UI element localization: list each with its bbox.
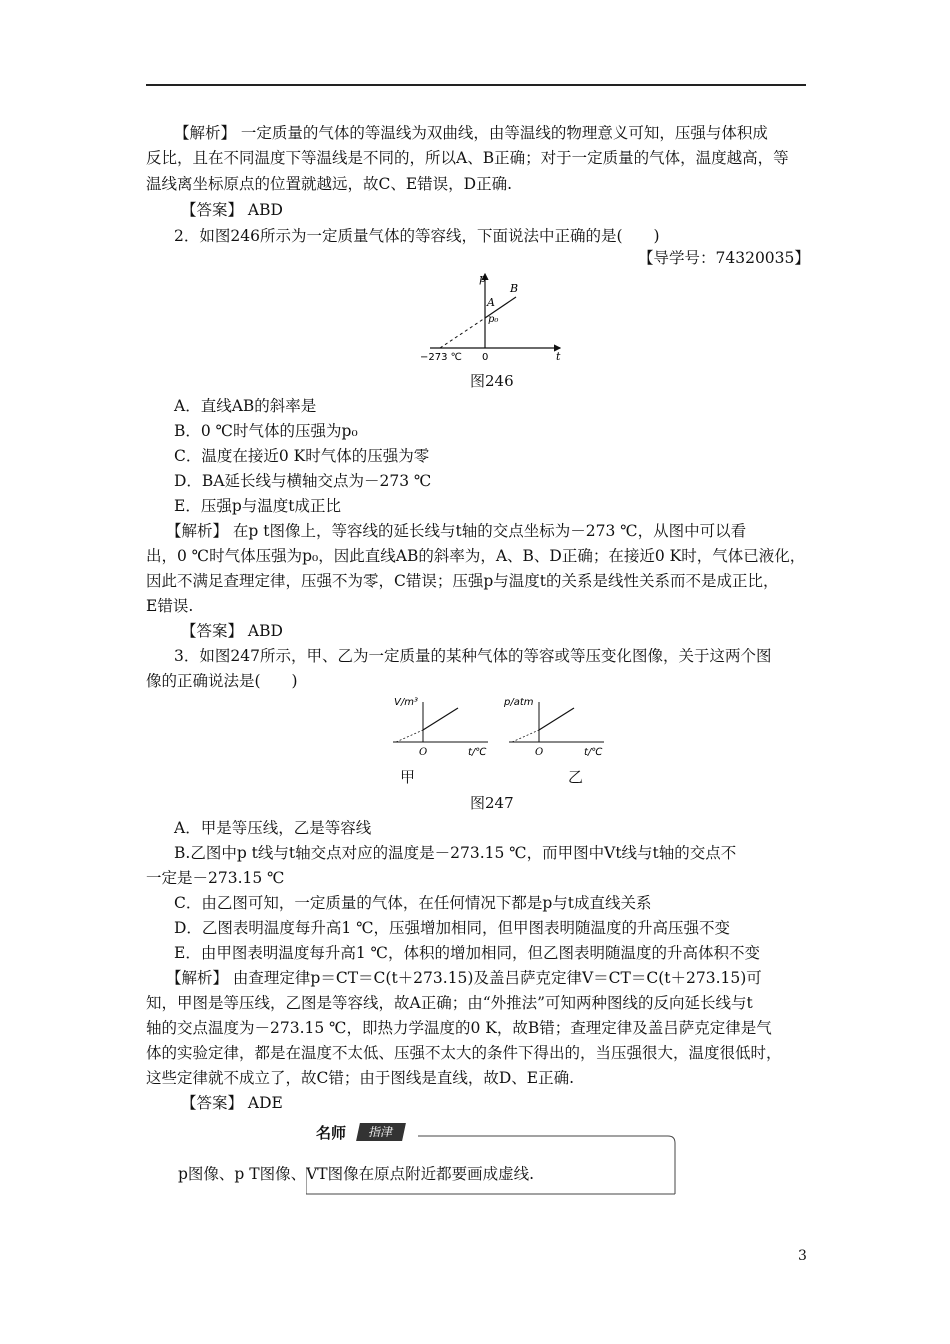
- text-line: 温线离坐标原点的位置就越远，故C、E错误，D正确.: [146, 175, 513, 193]
- text-line: 【导学号：74320035】: [638, 249, 810, 267]
- text-line: E错误.: [146, 597, 194, 615]
- text-line: 因此不满足查理定律，压强不为零，C错误；压强p与温度t的关系是线性关系而不是成正比，: [146, 572, 779, 590]
- text-line: 【解析】 一定质量的气体的等温线为双曲线，由等温线的物理意义可知，压强与体积成: [174, 124, 768, 142]
- text-line: C．由乙图可知，一定质量的气体，在任何情况下都是p与t成直线关系: [174, 894, 652, 912]
- text-line: A．直线AB的斜率是: [174, 397, 317, 415]
- figure-247-right: [504, 694, 614, 760]
- origin-label: 0: [482, 352, 489, 363]
- origin-label: O: [419, 747, 428, 758]
- neg273-label: −273 ℃: [420, 352, 462, 363]
- text-line: 【答案】 ADE: [181, 1094, 283, 1112]
- text-line: A．甲是等压线，乙是等容线: [174, 819, 372, 837]
- text-line: E．由甲图表明温度每升高1 ℃，体积的增加相同，但乙图表明随温度的升高体积不变: [174, 944, 760, 962]
- text-line: 体的实验定律，都是在温度不太低、压强不太大的条件下得出的，当压强很大，温度很低时，: [146, 1044, 782, 1062]
- text-line: p图像、p T图像、VT图像在原点附近都要画成虚线.: [178, 1165, 535, 1183]
- text-line: 知，甲图是等压线，乙图是等容线，故A正确；由“外推法”可知两种图线的反向延长线与t: [146, 994, 753, 1012]
- origin-label: O: [535, 747, 544, 758]
- figure-246-caption: 图246: [470, 372, 514, 390]
- p-axis-label: p: [479, 272, 487, 285]
- page-number: 3: [798, 1248, 807, 1264]
- t-axis-label: t/℃: [584, 747, 603, 758]
- text-line: 【答案】 ABD: [181, 201, 283, 219]
- figure-247-left-name: 甲: [400, 768, 416, 786]
- tip-label: 名师: [316, 1124, 347, 1142]
- figure-247-right-name: 乙: [568, 768, 584, 786]
- text-line: 像的正确说法是( ): [146, 672, 298, 690]
- t-axis-label: t: [556, 350, 561, 363]
- text-line: B．0 ℃时气体的压强为p₀: [174, 422, 358, 440]
- text-line: 这些定律就不成立了，故C错；由于图线是直线，故D、E正确.: [146, 1069, 575, 1087]
- text-line: D．BA延长线与横轴交点为－273 ℃: [174, 472, 432, 490]
- text-line: 【解析】 在p t图像上，等容线的延长线与t轴的交点坐标为－273 ℃，从图中可以看: [166, 522, 747, 540]
- tip-badge: 指津: [356, 1123, 406, 1141]
- figure-246: [420, 270, 570, 365]
- text-line: C．温度在接近0 K时气体的压强为零: [174, 447, 430, 465]
- v-axis-label: V/m³: [394, 697, 418, 708]
- p-axis-label: p/atm: [504, 697, 534, 708]
- point-a-label: A: [487, 296, 495, 309]
- text-line: 【解析】 由查理定律p＝CT＝C(t＋273.15)及盖吕萨克定律V＝CT＝C(t＋273.15)可: [166, 969, 762, 987]
- text-line: 一定是－273.15 ℃: [146, 869, 285, 887]
- text-line: 2．如图246所示为一定质量气体的等容线，下面说法中正确的是( ): [174, 227, 660, 245]
- t-axis-label: t/℃: [468, 747, 487, 758]
- p0-label: p₀: [488, 314, 499, 325]
- point-b-label: B: [510, 282, 519, 295]
- text-line: 轴的交点温度为－273.15 ℃，即热力学温度的0 K，故B错；查理定律及盖吕萨克定律是气: [146, 1019, 772, 1037]
- text-line: D．乙图表明温度每升高1 ℃，压强增加相同，但甲图表明随温度的升高压强不变: [174, 919, 731, 937]
- figure-247-left: [388, 694, 498, 760]
- text-line: B.乙图中p t线与t轴交点对应的温度是－273.15 ℃，而甲图中Vt线与t轴的交点不: [174, 844, 737, 862]
- text-line: 3．如图247所示，甲、乙为一定质量的某种气体的等容或等压变化图像，关于这两个图: [174, 647, 772, 665]
- figure-247-caption: 图247: [470, 794, 514, 812]
- text-line: 反比，且在不同温度下等温线是不同的，所以A、B正确；对于一定质量的气体，温度越高，等: [146, 149, 789, 167]
- header-rule: [146, 84, 806, 86]
- text-line: E．压强p与温度t成正比: [174, 497, 341, 515]
- text-line: 出，0 ℃时气体压强为p₀，因此直线AB的斜率为，A、B、D正确；在接近0 K时，气体已液化，: [146, 547, 806, 565]
- text-line: 【答案】 ABD: [181, 622, 283, 640]
